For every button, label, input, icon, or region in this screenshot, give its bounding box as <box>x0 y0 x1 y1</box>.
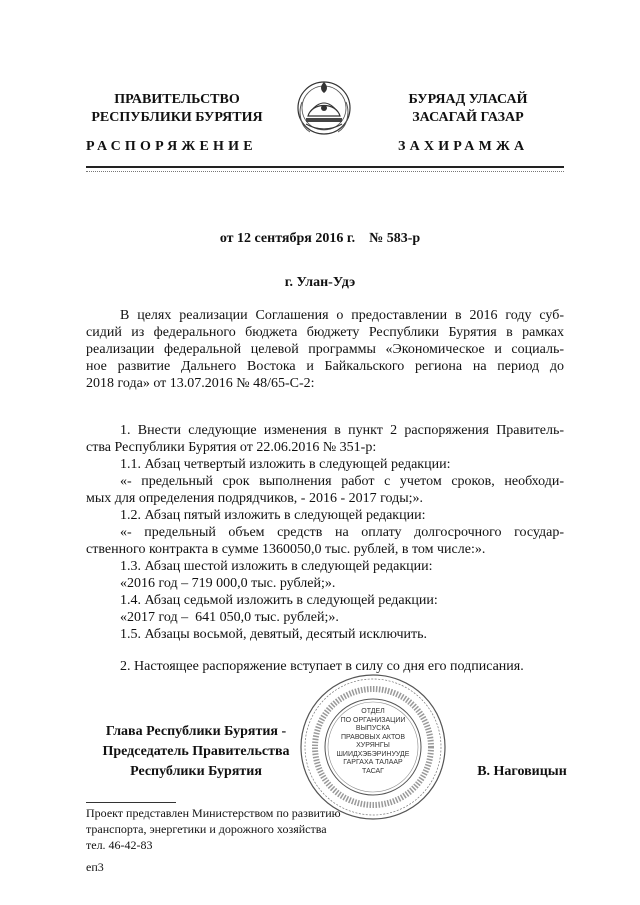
item-1-1: 1.1. Абзац четвертый изложить в следующей редакции: <box>120 457 451 472</box>
header-right-line2: ЗАСАГАЙ ГАЗАР <box>412 110 524 125</box>
header-rule <box>86 166 564 168</box>
intro-line: ное развитие Дальнего Востока и Байкальского региона на период до <box>86 359 564 374</box>
item-1-1-text <box>86 473 564 507</box>
stamp-text-line: ПО ОРГАНИЗАЦИИ <box>340 716 406 724</box>
signatory-title-line1: Глава Республики Бурятия - <box>105 724 287 739</box>
header-left-line1: ПРАВИТЕЛЬСТВО <box>114 92 240 107</box>
signatory-title-line2: Председатель Правительства <box>102 744 290 759</box>
intro-line: 2018 года» от 13.07.2016 № 48/65-С-2: <box>86 376 315 391</box>
footnote-line: Проект представлен Министерством по развитию <box>86 806 341 820</box>
item-2: 2. Настоящее распоряжение вступает в силу со дня его подписания. <box>120 659 524 674</box>
item-1-3: 1.3. Абзац шестой изложить в следующей редакции: <box>120 559 433 574</box>
item-1-1-text-line: мых для определения подрядчиков, - 2016 - 2017 годы;». <box>86 491 424 506</box>
item-1-2: 1.2. Абзац пятый изложить в следующей редакции: <box>120 508 426 523</box>
stamp-text-line: ВЫПУСКА <box>355 725 391 732</box>
header-right-line1: БУРЯАД УЛАСАЙ <box>408 92 528 107</box>
stamp-text-line: ШИИДХЭБЭРИНУУДЕ <box>336 750 410 758</box>
item-1-line: ства Республики Бурятия от 22.06.2016 № 351-р: <box>86 440 377 455</box>
footnote-rule <box>86 802 176 803</box>
item-1-2-text <box>86 524 564 558</box>
intro-line: сидий из федерального бюджета бюджету Республики Бурятия в рамках <box>86 325 564 340</box>
official-stamp <box>298 672 448 822</box>
document-type-bua: ЗАХИРАМЖА <box>398 139 529 154</box>
city: г. Улан-Удэ <box>284 275 356 290</box>
document-type-ru: РАСПОРЯЖЕНИЕ <box>86 139 257 154</box>
header-dotted-rule <box>86 171 564 172</box>
item-1-line: 1. Внести следующие изменения в пункт 2 распоряжения Правитель- <box>120 423 564 438</box>
signatory-name: В. Наговицын <box>477 764 567 779</box>
coat-of-arms-icon <box>294 72 354 144</box>
stamp-text-line: ТАСАГ <box>362 767 384 775</box>
item-1-2-text-line: «- предельный объем средств на оплату долгосрочного государ- <box>120 525 564 540</box>
footnote-line: тел. 46-42-83 <box>86 838 153 852</box>
item-1-4: 1.4. Абзац седьмой изложить в следующей редакции: <box>120 593 438 608</box>
stamp-text-line: ХУРЯНГЫ <box>356 742 390 749</box>
date-number: от 12 сентября 2016 г. № 583-р <box>219 231 421 246</box>
executor-code: еп3 <box>86 860 104 874</box>
intro-line: реализации федеральной целевой программы «Экономическое и социаль- <box>86 342 564 357</box>
stamp-text-line: ОТДЕЛ <box>361 708 385 715</box>
stamp-text-line: ПРАВОВЫХ АКТОВ <box>340 733 406 741</box>
intro-paragraph <box>86 307 564 392</box>
stamp-text-line: ГАРГАХА ТАЛААР <box>343 759 403 766</box>
item-1-5: 1.5. Абзацы восьмой, девятый, десятый исключить. <box>120 627 428 642</box>
intro-line: В целях реализации Соглашения о предоставлении в 2016 году суб- <box>120 308 564 323</box>
item-1 <box>86 422 564 456</box>
footnote-line: транспорта, энергетики и дорожного хозяйства <box>86 822 327 836</box>
item-1-1-text-line: «- предельный срок выполнения работ с учетом сроков, необходи- <box>120 474 564 489</box>
item-1-3-text: «2016 год – 719 000,0 тыс. рублей;». <box>120 576 336 591</box>
header-left-line2: РЕСПУБЛИКИ БУРЯТИЯ <box>91 110 263 125</box>
item-1-4-text: «2017 год – 641 050,0 тыс. рублей;». <box>120 610 339 625</box>
item-1-2-text-line: ственного контракта в сумме 1360050,0 тыс. рублей, в том числе:». <box>86 542 486 557</box>
signatory-title-line3: Республики Бурятия <box>130 764 262 779</box>
